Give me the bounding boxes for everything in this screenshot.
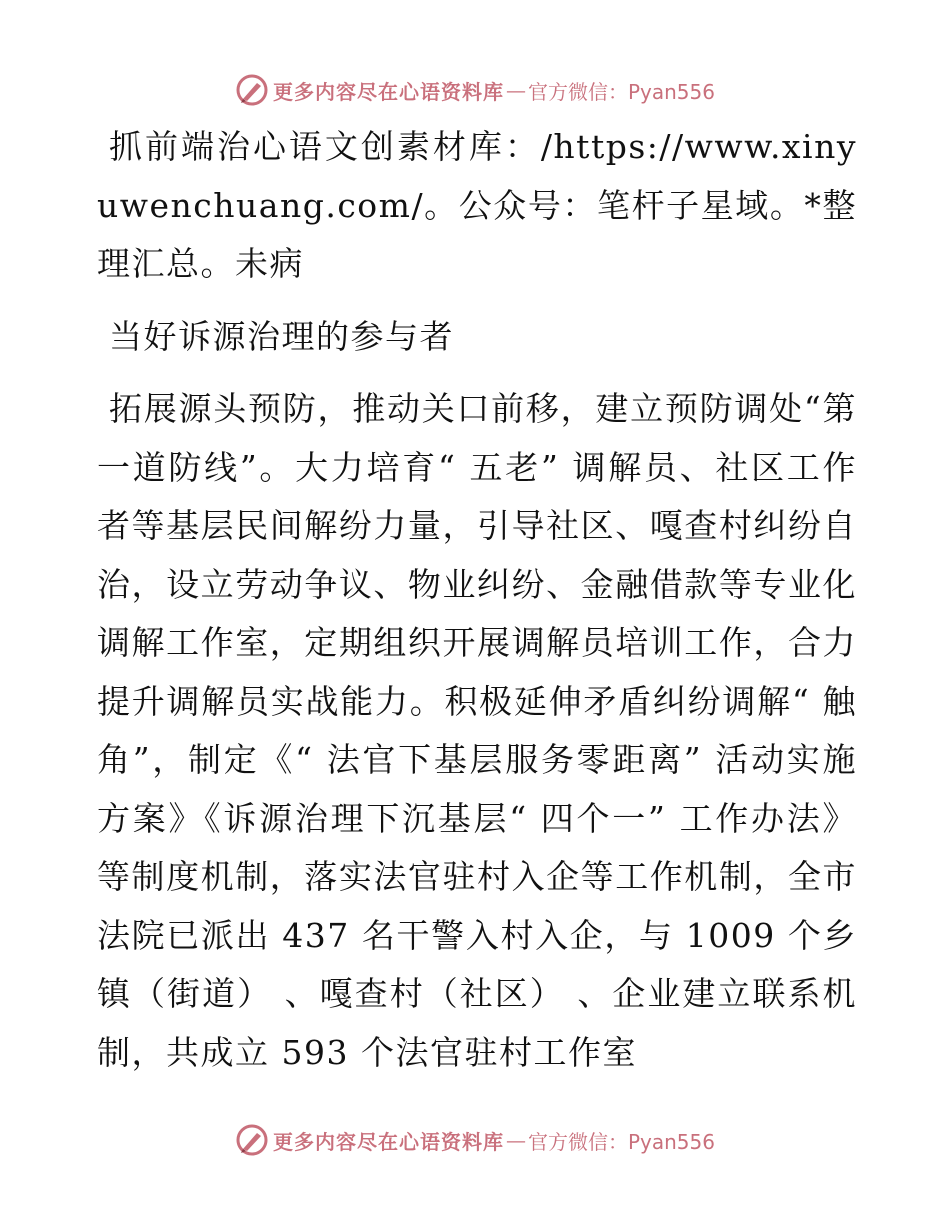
pen-logo-icon xyxy=(235,1123,269,1157)
header-watermark-banner xyxy=(0,70,950,110)
body-paragraph: 拓展源头预防，推动关口前移，建立预防调处“第一道防线”。大力培育“ 五老” 调解员、社区工作者等基层民间解纷力量，引导社区、嘎查村纠纷自治，设立劳动争议、物业纠纷、金融借款等专业化调解工作室，定期组织开展调解员培训工作，合力提升调解员实战能力。积极延伸矛盾纠纷调解“ 触角”，制定《“ 法官下基层服务零距离” 活动实施方案》《诉源治理下沉基层“ 四个一” 工作办法》等制度机制，落实法官驻村入企等工作机制，全市法院已派出 437 名干警入村入企，与 1009 个乡镇（街道） 、嘎查村（社区） 、企业建立联系机制，共成立 593 个法官驻村工作室 xyxy=(97,389,857,1072)
banner-separator: — xyxy=(505,78,526,102)
banner-title: 更多内容尽在心语资料库 xyxy=(272,1129,504,1154)
intro-paragraph: 抓前端治心语文创素材库：/https://www.xinyuwenchuang.com/。公众号：笔杆子星域。*整理汇总。未病 xyxy=(97,127,857,283)
pen-logo-icon xyxy=(235,73,269,107)
document-body xyxy=(97,118,857,1082)
banner-separator: — xyxy=(505,1128,526,1152)
banner-contact: 官方微信：Pyan556 xyxy=(527,1129,715,1154)
banner-title: 更多内容尽在心语资料库 xyxy=(272,79,504,104)
footer-watermark-banner xyxy=(0,1120,950,1160)
banner-contact: 官方微信：Pyan556 xyxy=(527,79,715,104)
section-heading: 当好诉源治理的参与者 xyxy=(109,316,454,356)
